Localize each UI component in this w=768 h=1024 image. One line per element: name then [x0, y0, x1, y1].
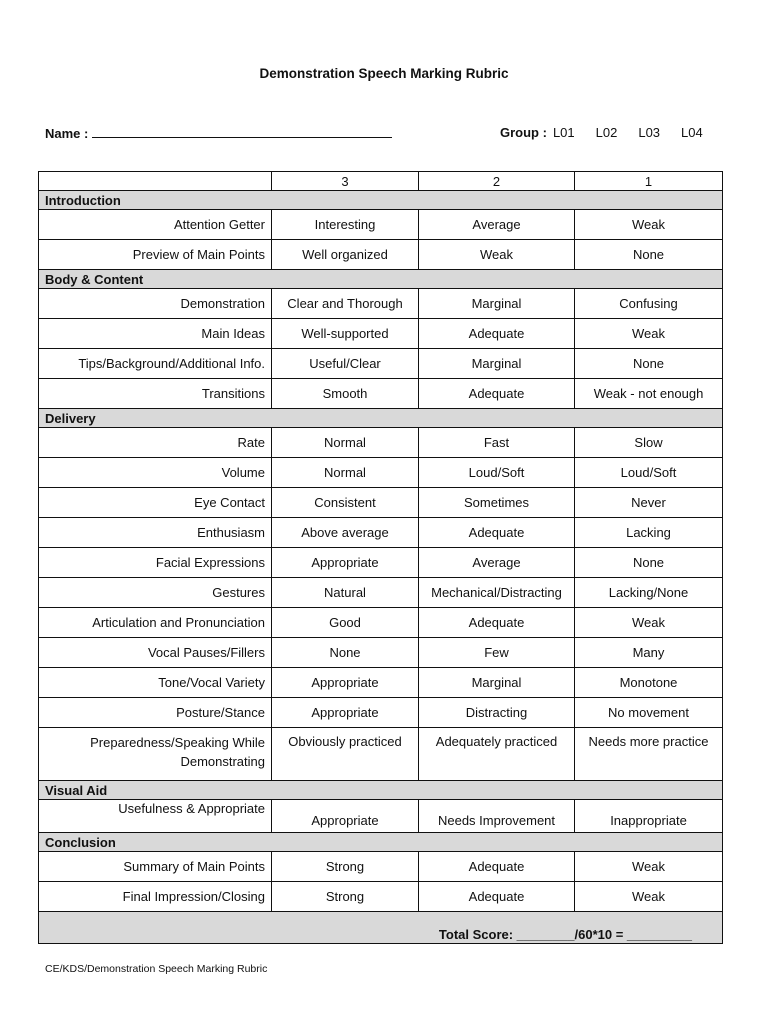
rubric-row: [39, 852, 723, 882]
section-header-row: [39, 270, 723, 289]
group-option: L04: [681, 125, 703, 140]
score-level-cell: Strong: [272, 852, 419, 882]
score-level-cell: Weak: [575, 319, 723, 349]
score-level-cell: Sometimes: [419, 488, 575, 518]
criterion-label-line2: Demonstrating: [180, 754, 265, 769]
score-level-cell: Needs more practice: [575, 728, 723, 781]
score-level-cell: Lacking/None: [575, 578, 723, 608]
criterion-cell: Tone/Vocal Variety: [39, 668, 272, 698]
score-level-cell: Above average: [272, 518, 419, 548]
score-level-cell: Normal: [272, 458, 419, 488]
name-label: Name :: [45, 126, 89, 141]
score-level-cell: Many: [575, 638, 723, 668]
rubric-row: [39, 518, 723, 548]
rubric-row: [39, 800, 723, 833]
group-option: L03: [638, 125, 661, 140]
score-level-cell: Marginal: [419, 349, 575, 379]
rubric-row: [39, 698, 723, 728]
score-level-cell: Good: [272, 608, 419, 638]
score-level-cell: Needs Improvement: [419, 800, 575, 833]
score-level-cell: Marginal: [419, 668, 575, 698]
score-level-cell: None: [575, 349, 723, 379]
score-level-cell: Monotone: [575, 668, 723, 698]
rubric-row: [39, 379, 723, 409]
score-level-cell: Normal: [272, 428, 419, 458]
section-title: Delivery: [39, 409, 723, 428]
criterion-cell: Final Impression/Closing: [39, 882, 272, 912]
rubric-row: [39, 428, 723, 458]
name-blank-line: [92, 125, 392, 138]
total-score: Total Score: ________/60*10 = _________: [39, 912, 723, 944]
score-level-cell: Appropriate: [272, 800, 419, 833]
page-title: Demonstration Speech Marking Rubric: [259, 66, 509, 81]
rubric-row: [39, 578, 723, 608]
score-level-cell: Strong: [272, 882, 419, 912]
criterion-cell: Volume: [39, 458, 272, 488]
section-header-row: [39, 191, 723, 210]
score-level-cell: Loud/Soft: [419, 458, 575, 488]
header-blank-cell: [39, 172, 272, 191]
score-level-cell: Average: [419, 210, 575, 240]
rubric-row: [39, 638, 723, 668]
score-level-cell: Adequate: [419, 379, 575, 409]
criterion-cell: Preview of Main Points: [39, 240, 272, 270]
score-level-cell: Lacking: [575, 518, 723, 548]
rubric-row: [39, 240, 723, 270]
score-level-cell: Natural: [272, 578, 419, 608]
score-level-cell: Fast: [419, 428, 575, 458]
score-level-cell: Well-supported: [272, 319, 419, 349]
rubric-row: [39, 668, 723, 698]
header-score-3: 3: [272, 172, 419, 191]
score-level-cell: Adequate: [419, 852, 575, 882]
score-level-cell: Loud/Soft: [575, 458, 723, 488]
header-row: [39, 172, 723, 191]
rubric-row: [39, 488, 723, 518]
rubric-row: [39, 458, 723, 488]
group-option: L01: [552, 125, 575, 140]
criterion-cell: Gestures: [39, 578, 272, 608]
rubric-table: [38, 171, 723, 944]
score-level-cell: None: [575, 548, 723, 578]
score-level-cell: Marginal: [419, 289, 575, 319]
section-header-row: [39, 781, 723, 800]
section-title: Body & Content: [39, 270, 723, 289]
section-title: Visual Aid: [39, 781, 723, 800]
score-level-cell: Appropriate: [272, 668, 419, 698]
criterion-cell: Articulation and Pronunciation: [39, 608, 272, 638]
criterion-cell: Vocal Pauses/Fillers: [39, 638, 272, 668]
criterion-cell: [39, 728, 272, 781]
criterion-cell: Summary of Main Points: [39, 852, 272, 882]
score-level-cell: Adequate: [419, 882, 575, 912]
score-level-cell: Adequately practiced: [419, 728, 575, 781]
criterion-cell: Transitions: [39, 379, 272, 409]
rubric-row: [39, 548, 723, 578]
score-level-cell: Weak: [575, 882, 723, 912]
score-level-cell: Average: [419, 548, 575, 578]
section-title: Conclusion: [39, 833, 723, 852]
criterion-cell: Demonstration: [39, 289, 272, 319]
score-level-cell: Confusing: [575, 289, 723, 319]
header-score-1: 1: [575, 172, 723, 191]
score-level-cell: Weak - not enough: [575, 379, 723, 409]
criterion-cell: Rate: [39, 428, 272, 458]
rubric-row: [39, 608, 723, 638]
rubric-row: [39, 210, 723, 240]
criterion-cell: Posture/Stance: [39, 698, 272, 728]
header-score-2: 2: [419, 172, 575, 191]
section-header-row: [39, 409, 723, 428]
footer-text: CE/KDS/Demonstration Speech Marking Rubric: [45, 963, 268, 975]
score-level-cell: Adequate: [419, 518, 575, 548]
section-header-row: [39, 833, 723, 852]
score-level-cell: Well organized: [272, 240, 419, 270]
score-level-cell: Interesting: [272, 210, 419, 240]
total-score-row: [39, 912, 723, 944]
criterion-cell: Tips/Background/Additional Info.: [39, 349, 272, 379]
score-level-cell: Distracting: [419, 698, 575, 728]
score-level-cell: Appropriate: [272, 698, 419, 728]
score-level-cell: Adequate: [419, 319, 575, 349]
score-level-cell: Adequate: [419, 608, 575, 638]
score-level-cell: Obviously practiced: [272, 728, 419, 781]
score-level-cell: Mechanical/Distracting: [419, 578, 575, 608]
score-level-cell: Few: [419, 638, 575, 668]
score-level-cell: Useful/Clear: [272, 349, 419, 379]
score-level-cell: Weak: [419, 240, 575, 270]
rubric-row: [39, 728, 723, 781]
score-level-cell: No movement: [575, 698, 723, 728]
score-level-cell: None: [272, 638, 419, 668]
score-level-cell: Weak: [575, 210, 723, 240]
rubric-row: [39, 882, 723, 912]
name-field: [45, 125, 392, 141]
rubric-row: [39, 349, 723, 379]
criterion-cell: Enthusiasm: [39, 518, 272, 548]
criterion-cell: Eye Contact: [39, 488, 272, 518]
score-level-cell: Clear and Thorough: [272, 289, 419, 319]
criterion-cell: Usefulness & Appropriate: [39, 800, 272, 833]
score-level-cell: None: [575, 240, 723, 270]
score-level-cell: Weak: [575, 852, 723, 882]
criterion-cell: Facial Expressions: [39, 548, 272, 578]
score-level-cell: Slow: [575, 428, 723, 458]
score-level-cell: Appropriate: [272, 548, 419, 578]
score-level-cell: Weak: [575, 608, 723, 638]
group-label: Group :: [500, 125, 547, 140]
rubric-row: [39, 289, 723, 319]
score-level-cell: Consistent: [272, 488, 419, 518]
rubric-row: [39, 319, 723, 349]
group-option: L02: [595, 125, 618, 140]
criterion-cell: Attention Getter: [39, 210, 272, 240]
section-title: Introduction: [39, 191, 723, 210]
score-level-cell: Inappropriate: [575, 800, 723, 833]
score-level-cell: Never: [575, 488, 723, 518]
group-field: [500, 125, 724, 140]
criterion-label: Preparedness/Speaking While: [90, 735, 265, 750]
criterion-cell: Main Ideas: [39, 319, 272, 349]
score-level-cell: Smooth: [272, 379, 419, 409]
